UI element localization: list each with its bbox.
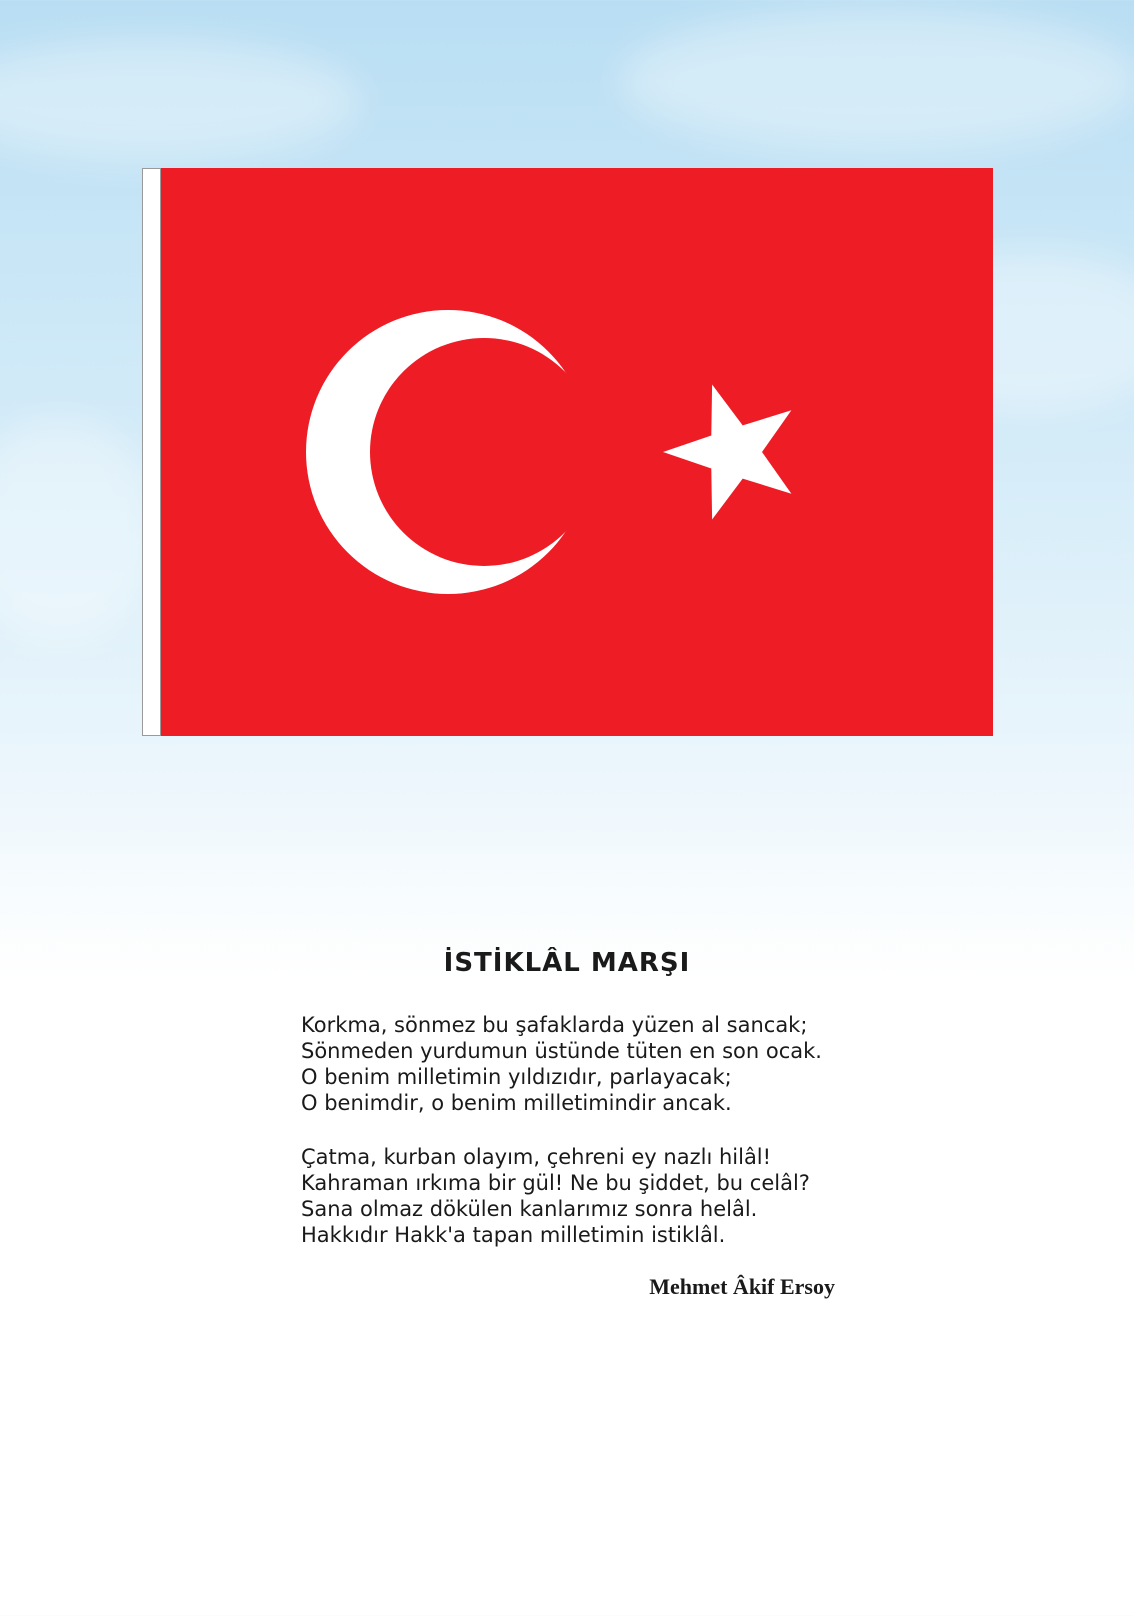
poem-line: Sana olmaz dökülen kanlarımız sonra helâl. bbox=[301, 1197, 758, 1221]
crescent-inner-circle bbox=[370, 338, 598, 566]
poem-title: İSTİKLÂL MARŞI bbox=[443, 948, 691, 978]
poem-line: Sönmeden yurdumun üstünde tüten en son ocak. bbox=[301, 1039, 822, 1063]
flag-field bbox=[161, 168, 993, 736]
turkish-flag bbox=[142, 168, 993, 736]
poem-line: Hakkıdır Hakk'a tapan milletimin istiklâl. bbox=[301, 1223, 726, 1247]
poem-line: Çatma, kurban olayım, çehreni ey nazlı hilâl! bbox=[301, 1145, 772, 1169]
flag-pole bbox=[142, 168, 161, 736]
poem-line: O benim milletimin yıldızıdır, parlayacak; bbox=[301, 1065, 732, 1089]
poem-line: Korkma, sönmez bu şafaklarda yüzen al sancak; bbox=[301, 1013, 808, 1037]
poem-author: Mehmet Âkif Ersoy bbox=[649, 1274, 835, 1299]
stanza bbox=[301, 1144, 861, 1248]
poem-line: O benimdir, o benim milletimindir ancak. bbox=[301, 1091, 732, 1115]
stanza bbox=[301, 1012, 861, 1116]
poem-line: Kahraman ırkıma bir gül! Ne bu şiddet, bu celâl? bbox=[301, 1171, 810, 1195]
